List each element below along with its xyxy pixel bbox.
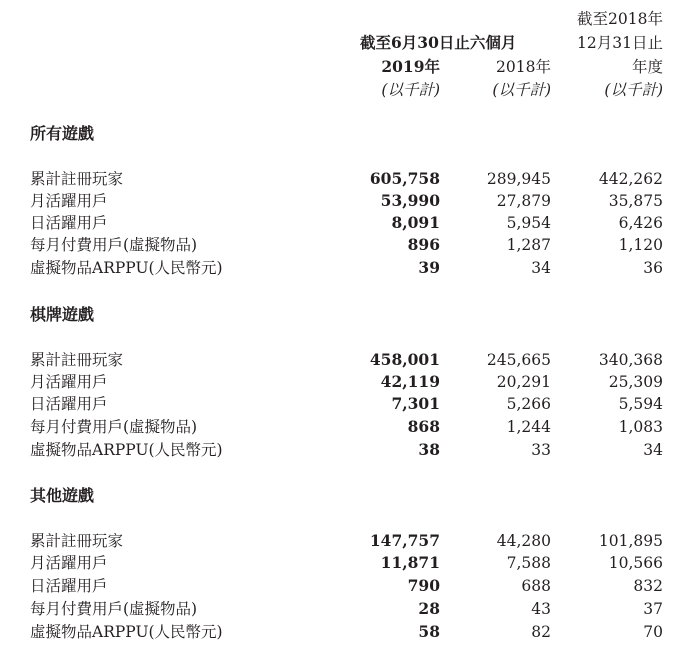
value-2018: 289,945 <box>486 170 551 188</box>
value-fy2018: 25,309 <box>608 373 663 391</box>
row-label: 日活躍用戶 <box>30 577 108 595</box>
value-2019: 42,119 <box>380 372 440 391</box>
value-2018: 688 <box>521 577 551 595</box>
table-row <box>0 168 691 190</box>
row-label: 累計註冊玩家 <box>30 170 124 188</box>
value-2018: 43 <box>531 600 551 618</box>
value-2019: 7,301 <box>391 394 440 413</box>
value-fy2018: 5,594 <box>618 395 663 413</box>
value-2018: 33 <box>531 441 551 459</box>
value-2018: 1,244 <box>506 418 551 436</box>
header-fy2018-line2: 12月31日止 <box>577 34 663 52</box>
value-fy2018: 832 <box>633 577 663 595</box>
value-2018: 5,266 <box>506 395 551 413</box>
table-row <box>0 257 691 279</box>
value-2018: 5,954 <box>506 214 551 232</box>
header-fy2018-unit: (以千計) <box>604 81 663 99</box>
value-fy2018: 442,262 <box>598 170 663 188</box>
row-label: 虛擬物品ARPPU(人民幣元) <box>30 623 223 641</box>
row-label: 月活躍用戶 <box>30 554 108 572</box>
row-label: 累計註冊玩家 <box>30 532 124 550</box>
table-row <box>0 416 691 438</box>
table-row <box>0 598 691 620</box>
table-row <box>0 349 691 371</box>
value-fy2018: 101,895 <box>598 532 663 550</box>
value-2019: 28 <box>418 599 440 618</box>
value-2019: 38 <box>418 440 440 459</box>
row-label: 虛擬物品ARPPU(人民幣元) <box>30 259 223 277</box>
table-row <box>0 393 691 415</box>
header-fy2018-line1: 截至2018年 <box>577 10 663 28</box>
section-title-other-games: 其他遊戲 <box>30 486 95 505</box>
value-2019: 58 <box>418 622 440 641</box>
header-2019-unit: (以千計) <box>381 81 440 99</box>
value-fy2018: 340,368 <box>598 351 663 369</box>
row-label: 每月付費用戶(虛擬物品) <box>30 418 198 436</box>
value-2018: 245,665 <box>486 351 551 369</box>
value-2019: 868 <box>407 417 440 436</box>
value-fy2018: 1,083 <box>618 418 663 436</box>
value-fy2018: 34 <box>643 441 663 459</box>
value-2018: 34 <box>531 259 551 277</box>
header-six-months-title: 截至6月30日止六個月 <box>360 33 517 52</box>
value-2018: 20,291 <box>496 373 551 391</box>
value-fy2018: 36 <box>643 259 663 277</box>
value-fy2018: 35,875 <box>608 192 663 210</box>
section-title-board-games: 棋牌遊戲 <box>30 305 95 324</box>
row-label: 月活躍用戶 <box>30 192 108 210</box>
value-2018: 27,879 <box>496 192 551 210</box>
table-row <box>0 530 691 552</box>
table-row <box>0 552 691 574</box>
row-label: 每月付費用戶(虛擬物品) <box>30 236 198 254</box>
value-fy2018: 10,566 <box>608 554 663 572</box>
table-row <box>0 575 691 597</box>
table-row <box>0 234 691 256</box>
value-fy2018: 1,120 <box>618 236 663 254</box>
value-2019: 39 <box>418 258 440 277</box>
value-2018: 1,287 <box>506 236 551 254</box>
row-label: 日活躍用戶 <box>30 395 108 413</box>
row-label: 虛擬物品ARPPU(人民幣元) <box>30 441 223 459</box>
value-2019: 458,001 <box>369 350 440 369</box>
value-2019: 147,757 <box>369 531 440 550</box>
value-2018: 82 <box>531 623 551 641</box>
table-row <box>0 439 691 461</box>
value-fy2018: 37 <box>643 600 663 618</box>
table-row <box>0 371 691 393</box>
value-fy2018: 6,426 <box>618 214 663 232</box>
row-label: 累計註冊玩家 <box>30 351 124 369</box>
header-2019-year: 2019年 <box>381 57 440 76</box>
value-2019: 896 <box>407 235 440 254</box>
value-2018: 44,280 <box>496 532 551 550</box>
section-title-all-games: 所有遊戲 <box>30 124 95 143</box>
header-2018-year: 2018年 <box>496 58 551 76</box>
table-row <box>0 190 691 212</box>
row-label: 月活躍用戶 <box>30 373 108 391</box>
value-2019: 53,990 <box>380 191 440 210</box>
header-fy2018-line3: 年度 <box>631 58 663 76</box>
value-fy2018: 70 <box>643 623 663 641</box>
header-2018-unit: (以千計) <box>492 81 551 99</box>
value-2019: 8,091 <box>391 213 440 232</box>
value-2019: 605,758 <box>369 169 440 188</box>
row-label: 日活躍用戶 <box>30 214 108 232</box>
row-label: 每月付費用戶(虛擬物品) <box>30 600 198 618</box>
value-2018: 7,588 <box>506 554 551 572</box>
value-2019: 11,871 <box>380 553 440 572</box>
table-row <box>0 621 691 643</box>
table-row <box>0 212 691 234</box>
value-2019: 790 <box>407 576 440 595</box>
